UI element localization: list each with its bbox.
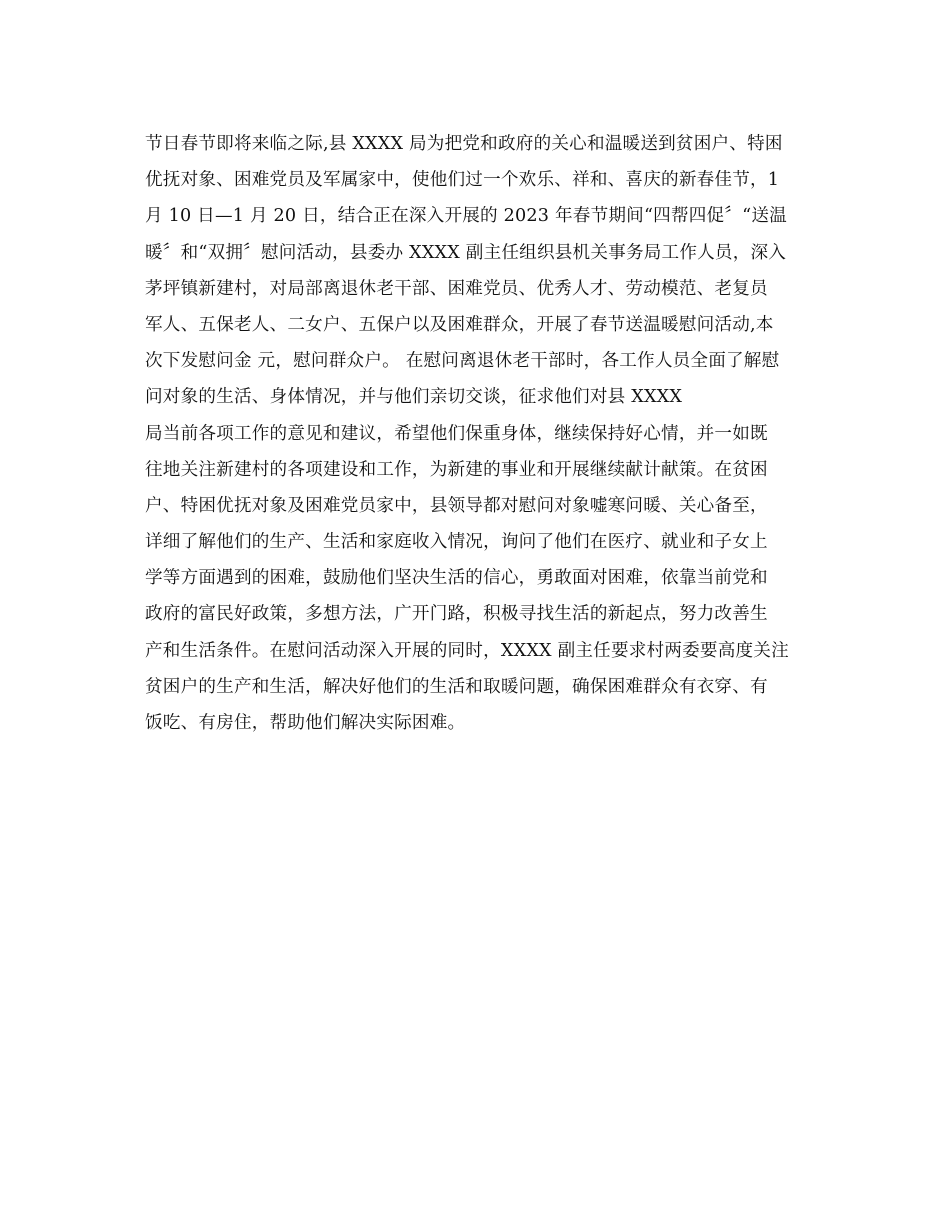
text-line: 学等方面遇到的困难，鼓励他们坚决生活的信心，勇敢面对困难，依靠当前党和 [145, 568, 768, 589]
body-paragraph [145, 126, 825, 741]
text-line: 详细了解他们的生产、生活和家庭收入情况，询问了他们在医疗、就业和子女上 [145, 532, 768, 553]
text-line: 问对象的生活、身体情况，并与他们亲切交谈，征求他们对县 XXXX [145, 387, 683, 408]
text-line: 月 10 日—1 月 20 日，结合正在深入开展的 2023 年春节期间“四帮四促〞“送温 [145, 206, 787, 227]
text-line: 次下发慰问金 元，慰问群众户。 在慰问离退休老干部时，各工作人员全面了解慰 [145, 351, 780, 372]
text-line: 政府的富民好政策，多想方法，广开门路，积极寻找生活的新起点，努力改善生 [145, 604, 768, 625]
text-line: 往地关注新建村的各项建设和工作，为新建的事业和开展继续献计献策。在贫困 [145, 459, 768, 480]
text-line: 贫困户的生产和生活，解决好他们的生活和取暖问题，确保困难群众有衣穿、有 [145, 676, 768, 697]
text-line: 军人、五保老人、二女户、五保户以及困难群众，开展了春节送温暖慰问活动,本 [145, 314, 774, 335]
text-line: 茅坪镇新建村，对局部离退休老干部、困难党员、优秀人才、劳动模范、老复员 [145, 278, 768, 299]
text-line: 暖〞和“双拥〞慰问活动，县委办 XXXX 副主任组织县机关事务局工作人员，深入 [145, 242, 787, 263]
text-line: 产和生活条件。在慰问活动深入开展的同时，XXXX 副主任要求村两委要高度关注 [145, 640, 789, 661]
text-line: 饭吃、有房住，帮助他们解决实际困难。 [145, 713, 466, 733]
text-line: 节日春节即将来临之际,县 XXXX 局为把党和政府的关心和温暖送到贫困户、特困 [145, 134, 783, 154]
text-line: 局当前各项工作的意见和建议，希望他们保重身体，继续保持好心情，并一如既 [145, 423, 768, 444]
text-line: 户、特困优抚对象及困难党员家中，县领导都对慰问对象嘘寒问暖、关心备至， [145, 495, 768, 516]
text-line: 优抚对象、困难党员及军属家中，使他们过一个欢乐、祥和、喜庆的新春佳节，1 [145, 170, 780, 191]
